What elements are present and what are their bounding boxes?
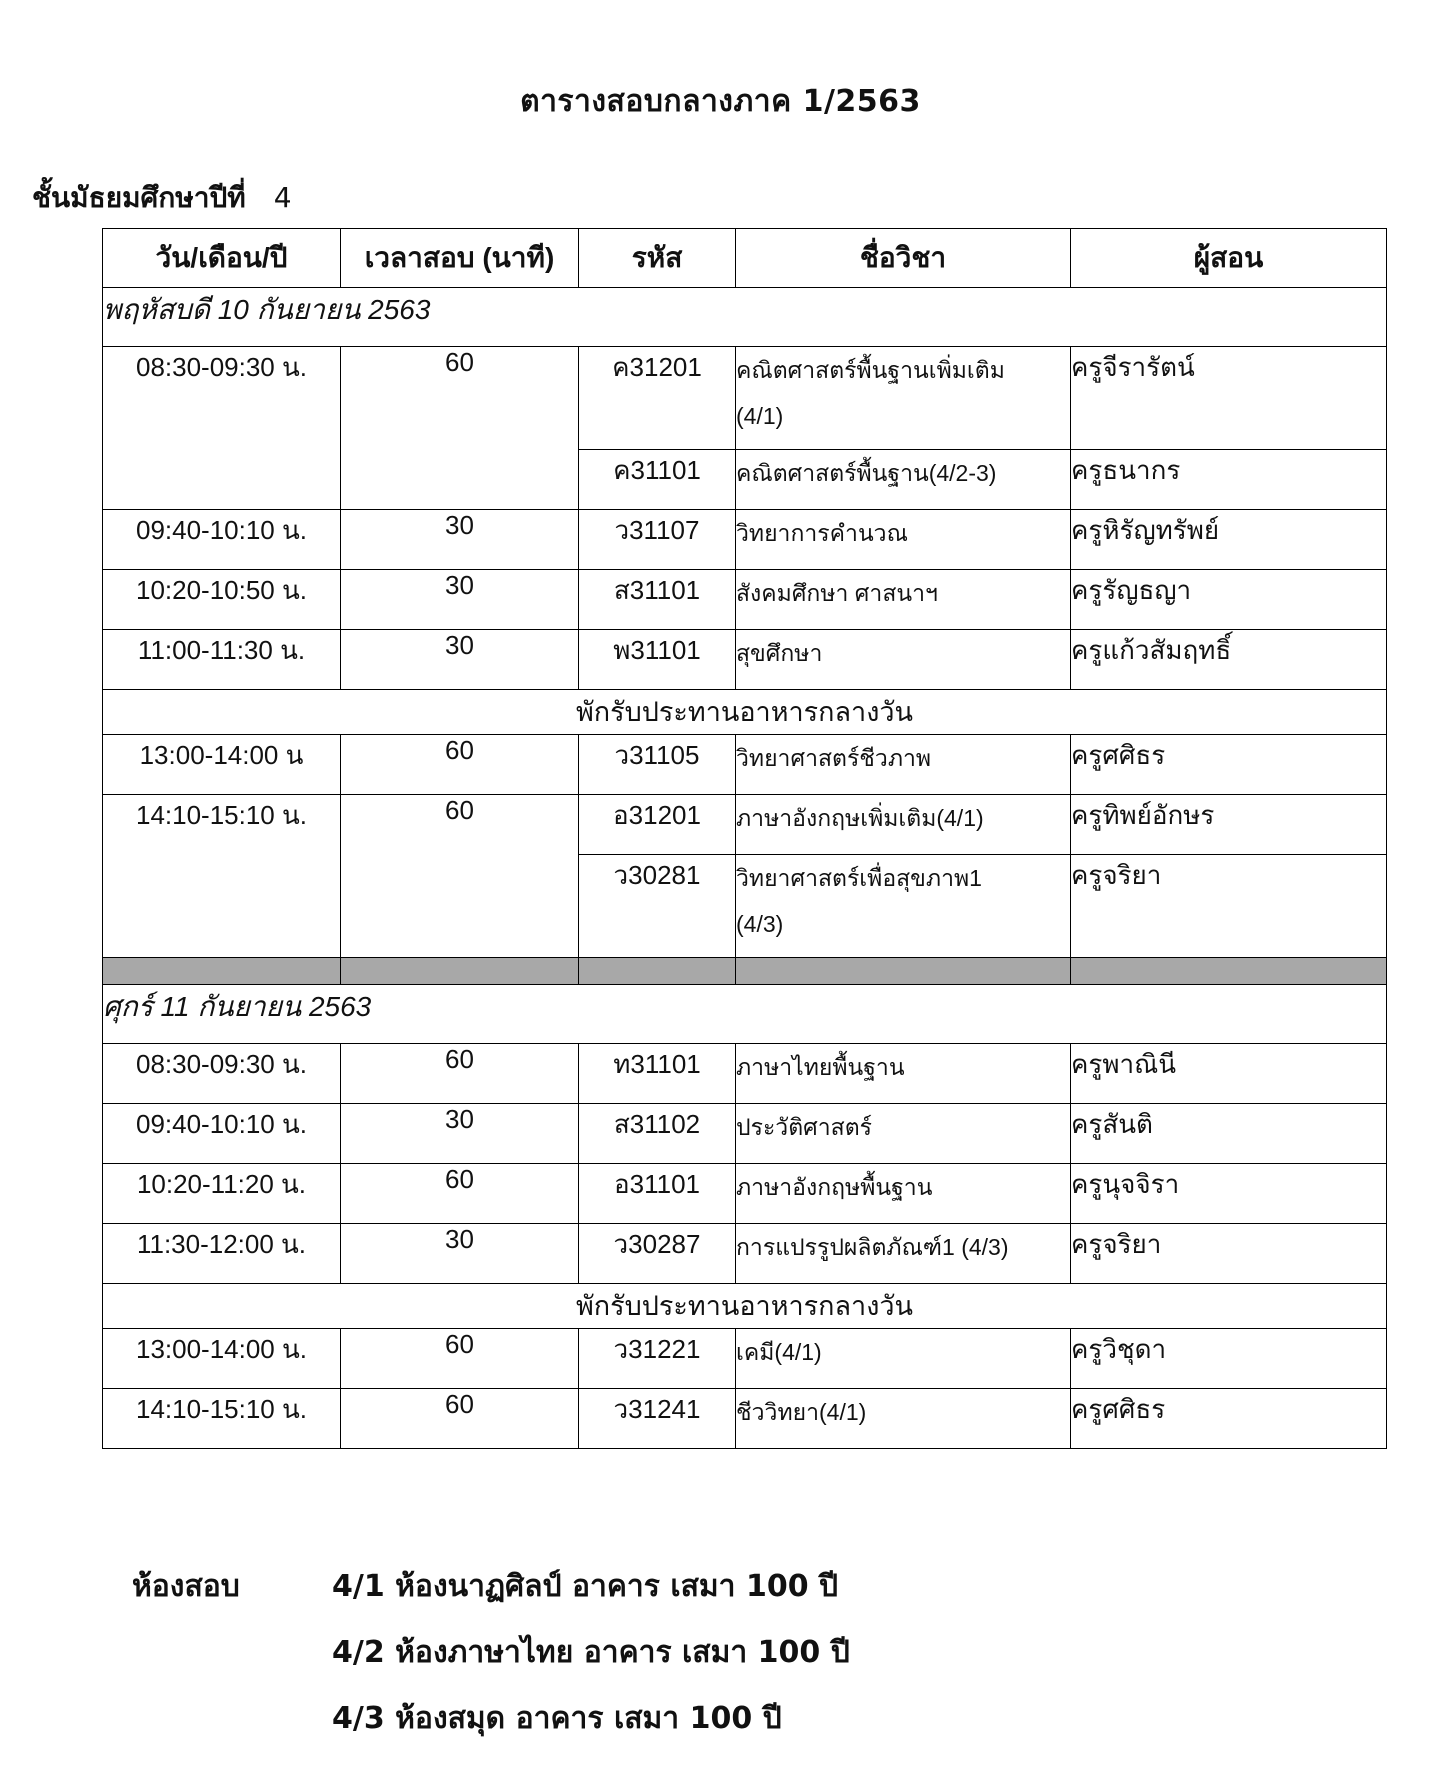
subject-code: อ31201 (579, 795, 736, 855)
lunch-break-label: พักรับประทานอาหารกลางวัน (103, 690, 1387, 735)
teacher-name: ครูพาณินี (1071, 1044, 1387, 1104)
exam-duration: 60 (341, 1329, 579, 1389)
teacher-name: ครูทิพย์อักษร (1071, 795, 1387, 855)
exam-time: 09:40-10:10 น. (103, 510, 341, 570)
table-row (103, 735, 1387, 795)
subject-code: ว31107 (579, 510, 736, 570)
exam-duration: 60 (341, 795, 579, 958)
subject-code: ค31201 (579, 347, 736, 450)
exam-time: 13:00-14:00 น (103, 735, 341, 795)
subject-code: ว30281 (579, 855, 736, 958)
header-date: วัน/เดือน/ปี (103, 229, 341, 288)
exam-time: 10:20-10:50 น. (103, 570, 341, 630)
table-row (103, 630, 1387, 690)
teacher-name: ครูสันติ (1071, 1104, 1387, 1164)
header-duration: เวลาสอบ (นาที) (341, 229, 579, 288)
table-row (103, 1224, 1387, 1284)
day-separator (103, 958, 1387, 985)
exam-room-line: 4/1 ห้องนาฏศิลป์ อาคาร เสมา 100 ปี (332, 1569, 839, 1604)
teacher-name: ครูจริยา (1071, 855, 1387, 958)
exam-duration: 30 (341, 570, 579, 630)
exam-duration: 60 (341, 735, 579, 795)
day-row (103, 288, 1387, 347)
table-row (103, 1389, 1387, 1449)
exam-duration: 60 (341, 347, 579, 510)
header-teacher: ผู้สอน (1071, 229, 1387, 288)
exam-duration: 30 (341, 510, 579, 570)
table-row (103, 1329, 1387, 1389)
table-row (103, 347, 1387, 450)
subject-name: วิทยาศาสตร์เพื่อสุขภาพ1 (4/3) (736, 855, 1071, 958)
header-code: รหัส (579, 229, 736, 288)
subject-name: วิทยาศาสตร์ชีวภาพ (736, 735, 1071, 795)
subject-code: ว31241 (579, 1389, 736, 1449)
header-row (103, 229, 1387, 288)
teacher-name: ครูแก้วสัมฤทธิ์ (1071, 630, 1387, 690)
table-row (103, 570, 1387, 630)
grade-label: ชั้นมัธยมศึกษาปีที่ (32, 181, 246, 214)
subject-name: วิทยาการคำนวณ (736, 510, 1071, 570)
day-row (103, 985, 1387, 1044)
page-title: ตารางสอบกลางภาค 1/2563 (520, 84, 921, 119)
exam-time: 14:10-15:10 น. (103, 1389, 341, 1449)
subject-name: สุขศึกษา (736, 630, 1071, 690)
table-row (103, 1104, 1387, 1164)
subject-name: สังคมศึกษา ศาสนาฯ (736, 570, 1071, 630)
day-label: ศุกร์ 11 กันยายน 2563 (103, 985, 1387, 1044)
subject-name: คณิตศาสตร์พื้นฐาน(4/2-3) (736, 450, 1071, 510)
teacher-name: ครูหิรัญทรัพย์ (1071, 510, 1387, 570)
subject-code: ส31101 (579, 570, 736, 630)
subject-name: ภาษาอังกฤษเพิ่มเติม(4/1) (736, 795, 1071, 855)
exam-time: 09:40-10:10 น. (103, 1104, 341, 1164)
day-label: พฤหัสบดี 10 กันยายน 2563 (103, 288, 1387, 347)
exam-duration: 60 (341, 1044, 579, 1104)
exam-duration: 30 (341, 1224, 579, 1284)
exam-room-line: 4/2 ห้องภาษาไทย อาคาร เสมา 100 ปี (332, 1635, 850, 1670)
exam-room-line: 4/3 ห้องสมุด อาคาร เสมา 100 ปี (332, 1701, 782, 1736)
table-row (103, 1164, 1387, 1224)
subject-code: พ31101 (579, 630, 736, 690)
exam-schedule-table (102, 228, 1387, 1449)
teacher-name: ครูธนากร (1071, 450, 1387, 510)
grade-value: 4 (273, 181, 292, 214)
exam-time: 11:30-12:00 น. (103, 1224, 341, 1284)
exam-duration: 60 (341, 1389, 579, 1449)
subject-code: ว31221 (579, 1329, 736, 1389)
exam-time: 08:30-09:30 น. (103, 1044, 341, 1104)
table-row (103, 1044, 1387, 1104)
subject-code: ค31101 (579, 450, 736, 510)
subject-code: ส31102 (579, 1104, 736, 1164)
grade-heading (32, 176, 292, 220)
exam-rooms-label: ห้องสอบ (132, 1569, 240, 1604)
lunch-break-label: พักรับประทานอาหารกลางวัน (103, 1284, 1387, 1329)
teacher-name: ครูรัญธญา (1071, 570, 1387, 630)
exam-time: 13:00-14:00 น. (103, 1329, 341, 1389)
table-row (103, 510, 1387, 570)
subject-name: เคมี(4/1) (736, 1329, 1071, 1389)
subject-name: คณิตศาสตร์พื้นฐานเพิ่มเติม (4/1) (736, 347, 1071, 450)
teacher-name: ครูศศิธร (1071, 1389, 1387, 1449)
teacher-name: ครูวิชุดา (1071, 1329, 1387, 1389)
exam-duration: 30 (341, 1104, 579, 1164)
table-row (103, 795, 1387, 855)
teacher-name: ครูจีรารัตน์ (1071, 347, 1387, 450)
header-subject: ชื่อวิชา (736, 229, 1071, 288)
subject-code: อ31101 (579, 1164, 736, 1224)
subject-name: ประวัติศาสตร์ (736, 1104, 1071, 1164)
teacher-name: ครูศศิธร (1071, 735, 1387, 795)
subject-name: การแปรรูปผลิตภัณฑ์1 (4/3) (736, 1224, 1071, 1284)
subject-name: ภาษาอังกฤษพื้นฐาน (736, 1164, 1071, 1224)
exam-time: 11:00-11:30 น. (103, 630, 341, 690)
exam-time: 10:20-11:20 น. (103, 1164, 341, 1224)
subject-code: ท31101 (579, 1044, 736, 1104)
teacher-name: ครูนุจจิรา (1071, 1164, 1387, 1224)
subject-name: ภาษาไทยพื้นฐาน (736, 1044, 1071, 1104)
subject-name: ชีววิทยา(4/1) (736, 1389, 1071, 1449)
lunch-break-row (103, 690, 1387, 735)
exam-time: 08:30-09:30 น. (103, 347, 341, 510)
teacher-name: ครูจริยา (1071, 1224, 1387, 1284)
exam-time: 14:10-15:10 น. (103, 795, 341, 958)
subject-code: ว30287 (579, 1224, 736, 1284)
exam-duration: 30 (341, 630, 579, 690)
exam-duration: 60 (341, 1164, 579, 1224)
lunch-break-row (103, 1284, 1387, 1329)
subject-code: ว31105 (579, 735, 736, 795)
